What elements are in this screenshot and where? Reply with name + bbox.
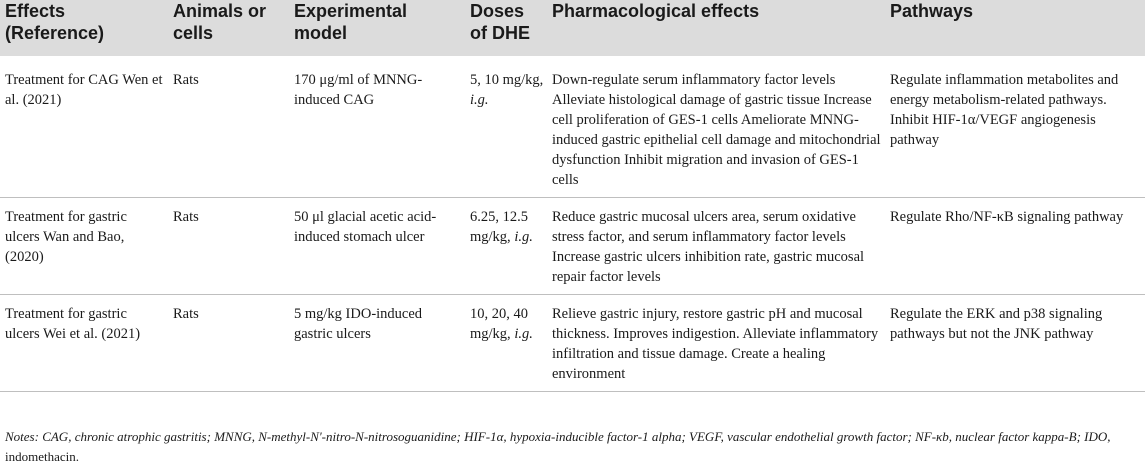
table-row xyxy=(0,56,1145,198)
cell-doses xyxy=(466,295,548,392)
cell-model: 50 μl glacial acetic acid-induced stomach ulcer xyxy=(294,209,437,245)
header-pathways: Pathways xyxy=(890,1,974,21)
header-doses: Doses of DHE xyxy=(470,1,530,43)
table-header xyxy=(0,0,1145,56)
header-model: Experimental model xyxy=(294,1,408,43)
dose-route: i.g. xyxy=(514,326,533,342)
cell-pathways: Regulate Rho/NF-κB signaling pathway xyxy=(890,209,1124,225)
cell-pathways: Regulate inflammation metabolites and energy metabolism-related pathways. Inhibit HIF-1α/VEGF angiogenesis pathway xyxy=(890,72,1119,148)
header-pharm-effects: Pharmacological effects xyxy=(552,1,760,21)
cell-animals: Rats xyxy=(173,306,199,322)
table-body xyxy=(0,56,1145,392)
cell-doses xyxy=(466,198,548,295)
cell-pharm-effects: Down-regulate serum inflammatory factor levels Alleviate histological damage of gastric tissue Increase cell proliferation of GES-1 cells Ameliorate MNNG-induced gastric epithelial cell damage and mitochondrial dysfunction Inhibit migration and invasion of GES-1 cells xyxy=(552,72,881,188)
dose-values: 5, 10 mg/kg, xyxy=(470,72,544,88)
cell-model: 5 mg/kg IDO-induced gastric ulcers xyxy=(294,306,423,342)
header-animals: Animals or cells xyxy=(173,1,267,43)
cell-animals: Rats xyxy=(173,72,199,88)
dose-values: 6.25, 12.5 mg/kg, xyxy=(470,209,528,245)
dose-route: i.g. xyxy=(514,229,533,245)
dose-route: i.g. xyxy=(470,92,489,108)
cell-model: 170 μg/ml of MNNG-induced CAG xyxy=(294,72,423,108)
notes-tail: indomethacin. xyxy=(5,449,80,464)
header-row xyxy=(0,0,1145,56)
dose-values: 10, 20, 40 mg/kg, xyxy=(470,306,528,342)
table-row xyxy=(0,295,1145,392)
cell-pathways: Regulate the ERK and p38 signaling pathways but not the JNK pathway xyxy=(890,306,1103,342)
cell-pharm-effects: Reduce gastric mucosal ulcers area, serum oxidative stress factor, and serum inflammatory factor levels Increase gastric ulcers inhibition rate, gastric mucosal repair factor levels xyxy=(552,209,865,285)
notes-abbreviations: Notes: CAG, chronic atrophic gastritis; MNNG, N-methyl-N'-nitro-N-nitrosoguanidine; HIF-1α, hypoxia-inducible factor-1 alpha; VEGF, vascular endothelial growth factor; NF-κb, nuclear factor kappa-B; IDO, xyxy=(5,429,1111,444)
header-effects: Effects (Reference) xyxy=(5,1,105,43)
cell-animals: Rats xyxy=(173,209,199,225)
table-notes xyxy=(5,427,1140,467)
cell-doses xyxy=(466,56,548,198)
cell-effects: Treatment for CAG Wen et al. (2021) xyxy=(5,72,163,108)
table-row xyxy=(0,198,1145,295)
cell-effects: Treatment for gastric ulcers Wei et al. (2021) xyxy=(5,306,141,342)
cell-effects: Treatment for gastric ulcers Wan and Bao, (2020) xyxy=(5,209,127,265)
cell-pharm-effects: Relieve gastric injury, restore gastric pH and mucosal thickness. Improves indigestion. Alleviate inflammatory infiltration and tissue damage. Create a healing environment xyxy=(552,306,879,382)
